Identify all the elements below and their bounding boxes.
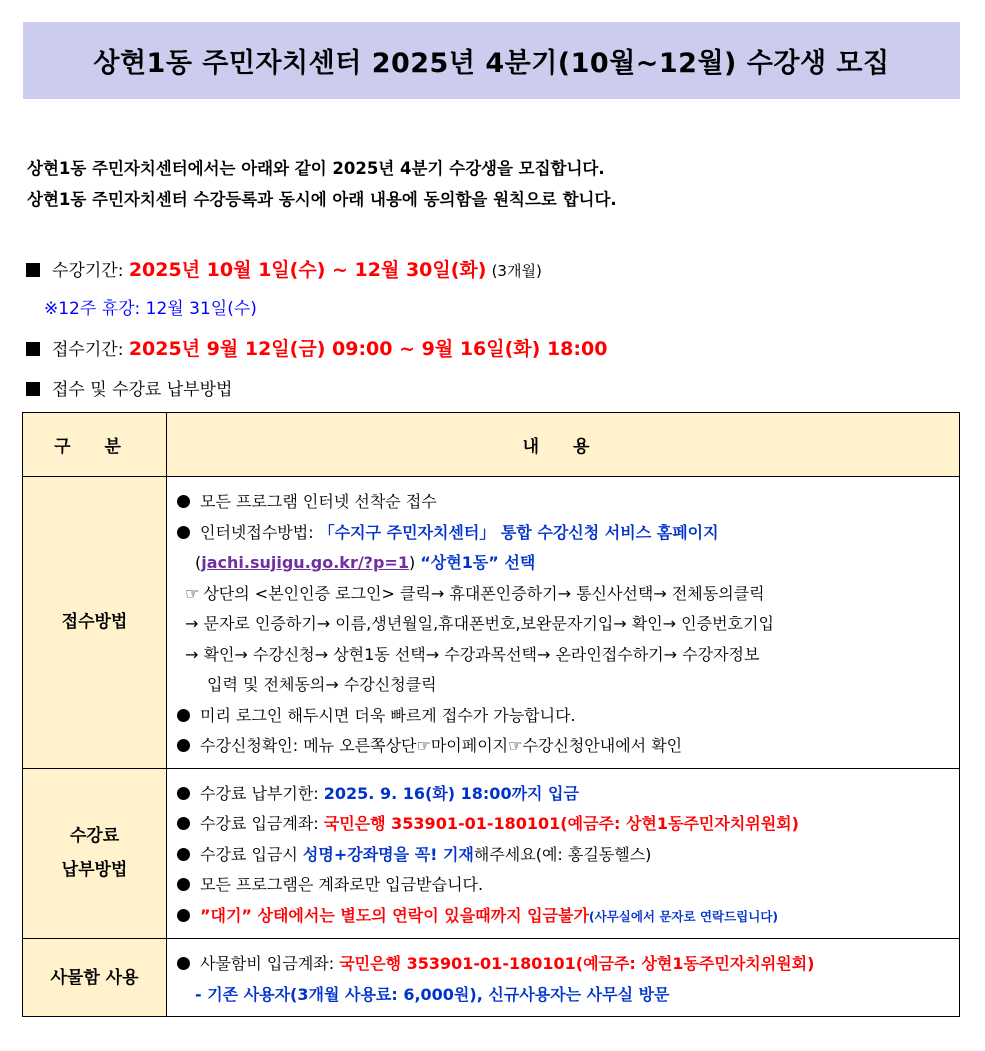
course-period <box>26 255 976 282</box>
reception-step-2: → 문자로 인증하기→ 이름,생년월일,휴대폰번호,보완문자기입→ 확인→ 인증번호기입 <box>185 614 774 633</box>
locker-b2: - 기존 사용자(3개월 사용료: 6,000원), 신규사용자는 사무실 방문 <box>195 984 670 1004</box>
reception-b2-label: 인터넷접수방법: <box>200 522 319 542</box>
reception-step-3: → 확인→ 수강신청→ 상현1동 선택→ 수강과목선택→ 온라인접수하기→ 수강자정보 <box>185 644 760 664</box>
list-item <box>177 518 959 549</box>
list-item <box>177 779 959 810</box>
header-content: 내 용 <box>167 413 960 477</box>
list-item <box>177 870 959 901</box>
row-locker <box>23 939 960 1017</box>
list-item: (jachi.sujigu.go.kr/?p=1) “상현1동” 선택 <box>195 553 536 572</box>
intro-line-2: 상현1동 주민자치센터 수강등록과 동시에 아래 내용에 동의함을 원칙으로 합니다. <box>27 190 617 209</box>
reception-b1: 모든 프로그램 인터넷 선착순 접수 <box>200 492 437 511</box>
circle-bullet-icon <box>177 526 190 539</box>
row-reception <box>23 477 960 769</box>
circle-bullet-icon <box>177 817 190 830</box>
circle-bullet-icon <box>177 848 190 861</box>
intro-text <box>27 153 967 215</box>
category-locker: 사물함 사용 <box>23 939 167 1017</box>
info-table <box>22 412 960 1017</box>
circle-bullet-icon <box>177 787 190 800</box>
locker-b1-label: 사물함비 입금계좌: <box>200 954 340 973</box>
holiday-note <box>44 294 985 319</box>
reception-step-4: 입력 및 전체동의→ 수강신청클릭 <box>207 675 437 694</box>
category-fee <box>23 768 167 939</box>
circle-bullet-icon <box>177 878 190 891</box>
square-bullet-icon <box>26 263 40 277</box>
square-bullet-icon <box>26 382 40 396</box>
course-period-label: 수강기간: <box>52 261 129 281</box>
fee-b5-main: ”대기” 상태에서는 별도의 연락이 있을때까지 입금불가 <box>200 905 589 925</box>
list-item <box>177 840 959 871</box>
circle-bullet-icon <box>177 957 190 970</box>
circle-bullet-icon <box>177 739 190 752</box>
fee-b1-label: 수강료 납부기한: <box>200 783 324 803</box>
list-item <box>177 640 959 671</box>
list-item <box>177 487 959 518</box>
reception-period-label: 접수기간: <box>52 340 129 360</box>
reception-period <box>26 334 976 361</box>
content-locker <box>167 939 960 1017</box>
method-heading-text: 접수 및 수강료 납부방법 <box>52 380 233 400</box>
fee-b2-label: 수강료 입금계좌: <box>200 814 324 833</box>
pointing-hand-icon: ☞ <box>185 583 200 603</box>
fee-b3-pre: 수강료 입금시 <box>200 844 303 864</box>
course-period-suffix: (3개월) <box>491 262 542 280</box>
list-item <box>177 949 959 980</box>
list-item <box>177 901 959 933</box>
row-fee <box>23 768 960 939</box>
reception-step-1: 상단의 <본인인증 로그인> 클릭→ 휴대폰인증하기→ 통신사선택→ 전체동의클릭 <box>203 583 765 603</box>
homepage-link[interactable]: jachi.sujigu.go.kr/?p=1 <box>201 553 409 572</box>
list-item <box>177 670 959 701</box>
category-fee-line1: 수강료 <box>69 826 120 847</box>
intro-line-1: 상현1동 주민자치센터에서는 아래와 같이 2025년 4분기 수강생을 모집합니다. <box>27 159 605 178</box>
reception-b2-select: “상현1동” 선택 <box>420 553 536 572</box>
reception-period-value: 2025년 9월 12일(금) 09:00 ~ 9월 16일(화) 18:00 <box>128 338 608 360</box>
content-fee <box>167 768 960 939</box>
category-reception: 접수방법 <box>23 477 167 769</box>
table-header-row <box>23 413 960 477</box>
locker-b1-value: 국민은행 353901-01-180101(예금주: 상현1동주민자치위원회) <box>339 954 815 973</box>
square-bullet-icon <box>26 342 40 356</box>
reception-b2-value: 「수지구 주민자치센터」 통합 수강신청 서비스 홈페이지 <box>318 522 719 542</box>
list-item <box>177 980 959 1011</box>
list-item <box>177 579 959 610</box>
fee-b3-post: 해주세요(예: 홍길동헬스) <box>473 844 652 864</box>
holiday-note-text: ※12주 휴강: 12월 31일(수) <box>44 299 257 319</box>
fee-b4: 모든 프로그램은 계좌로만 입금받습니다. <box>200 875 484 894</box>
category-fee-line2: 납부방법 <box>61 860 128 881</box>
list-item <box>177 609 959 640</box>
list-item <box>177 731 959 762</box>
reception-b4: 수강신청확인: 메뉴 오른쪽상단☞마이페이지☞수강신청안내에서 확인 <box>200 736 683 755</box>
fee-b5-small: (사무실에서 문자로 연락드립니다) <box>588 908 779 924</box>
list-item <box>177 701 959 732</box>
fee-b1-value: 2025. 9. 16(화) 18:00까지 입금 <box>323 783 579 803</box>
header-category: 구 분 <box>23 413 167 477</box>
circle-bullet-icon <box>177 909 190 922</box>
page-title: 상현1동 주민자치센터 2025년 4분기(10월~12월) 수강생 모집 <box>93 48 890 79</box>
list-item <box>177 809 959 840</box>
circle-bullet-icon <box>177 709 190 722</box>
fee-b3-emph: 성명+강좌명을 꼭! 기재 <box>302 844 474 864</box>
reception-b3: 미리 로그인 해두시면 더욱 빠르게 접수가 가능합니다. <box>200 705 576 725</box>
circle-bullet-icon <box>177 495 190 508</box>
course-period-value: 2025년 10월 1일(수) ~ 12월 30일(화) <box>128 259 487 281</box>
method-heading <box>26 375 976 400</box>
title-banner <box>23 22 960 99</box>
content-reception <box>167 477 960 769</box>
fee-b2-value: 국민은행 353901-01-180101(예금주: 상현1동주민자치위원회) <box>323 814 799 833</box>
